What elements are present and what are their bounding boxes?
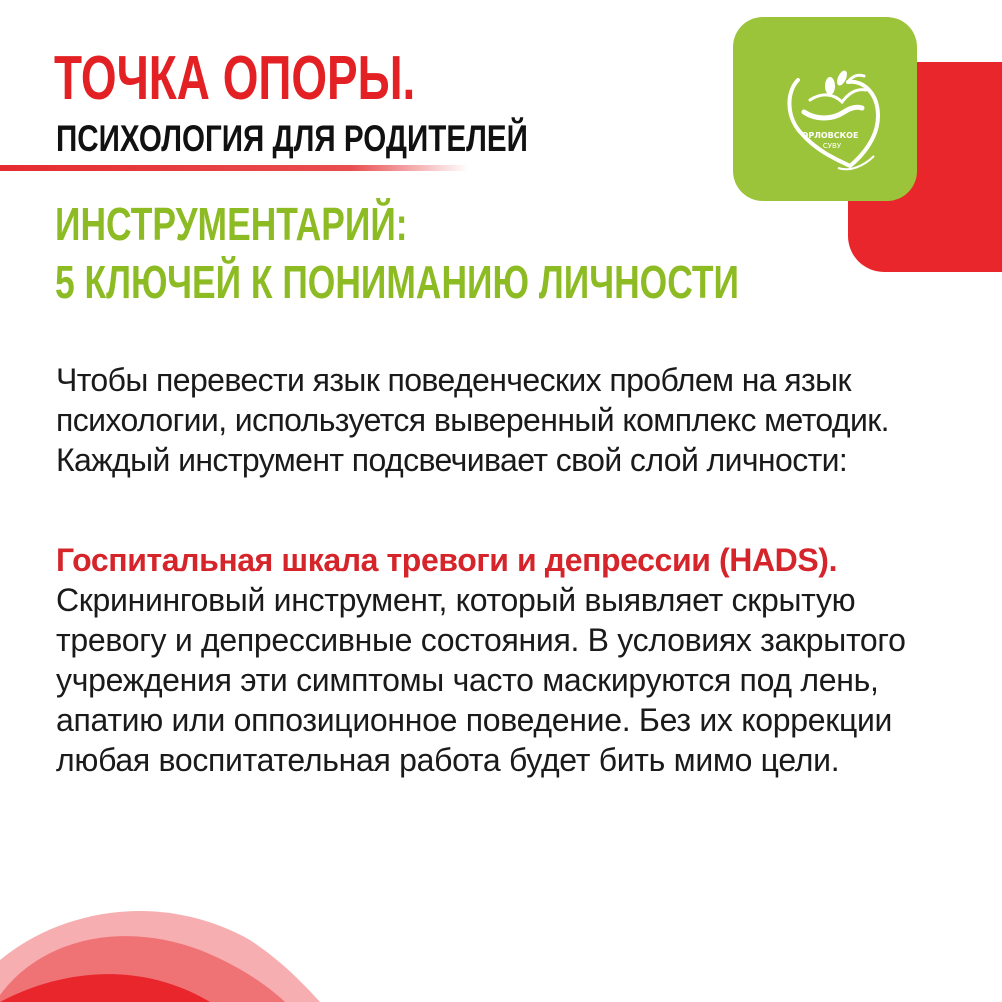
section-heading-line2: 5 КЛЮЧЕЙ К ПОНИМАНИЮ ЛИЧНОСТИ — [55, 256, 740, 308]
brand-title: ТОЧКА ОПОРЫ. — [54, 44, 416, 113]
intro-paragraph: Чтобы перевести язык поведенческих проблем на язык психологии, используется выверенный комплекс методик. Каждый инструмент подсвечивает свой слой личности: — [56, 362, 889, 478]
logo-line2: СУВУ — [822, 142, 842, 150]
section-heading-line1: ИНСТРУМЕНТАРИЙ: — [55, 198, 408, 250]
method-paragraph — [56, 540, 956, 780]
bottom-wave-decoration — [0, 900, 360, 1002]
method-description: Скрининговый инструмент, который выявляет скрытую тревогу и депрессивные состояния. В условиях закрытого учреждения эти симптомы часто маскируются под лень, апатию или оппозиционное поведение. Без их коррекции любая воспитательная работа будет бить мимо цели. — [56, 582, 906, 778]
heart-with-hands-logo-icon — [738, 20, 918, 200]
header-underline — [0, 165, 468, 171]
method-title: Госпитальная шкала тревоги и депрессии (HADS). — [56, 542, 838, 578]
section-heading — [55, 195, 943, 311]
logo-line1: ОРЛОВСКОЕ — [801, 131, 859, 140]
brand-subtitle: ПСИХОЛОГИЯ ДЛЯ РОДИТЕЛЕЙ — [56, 118, 528, 159]
